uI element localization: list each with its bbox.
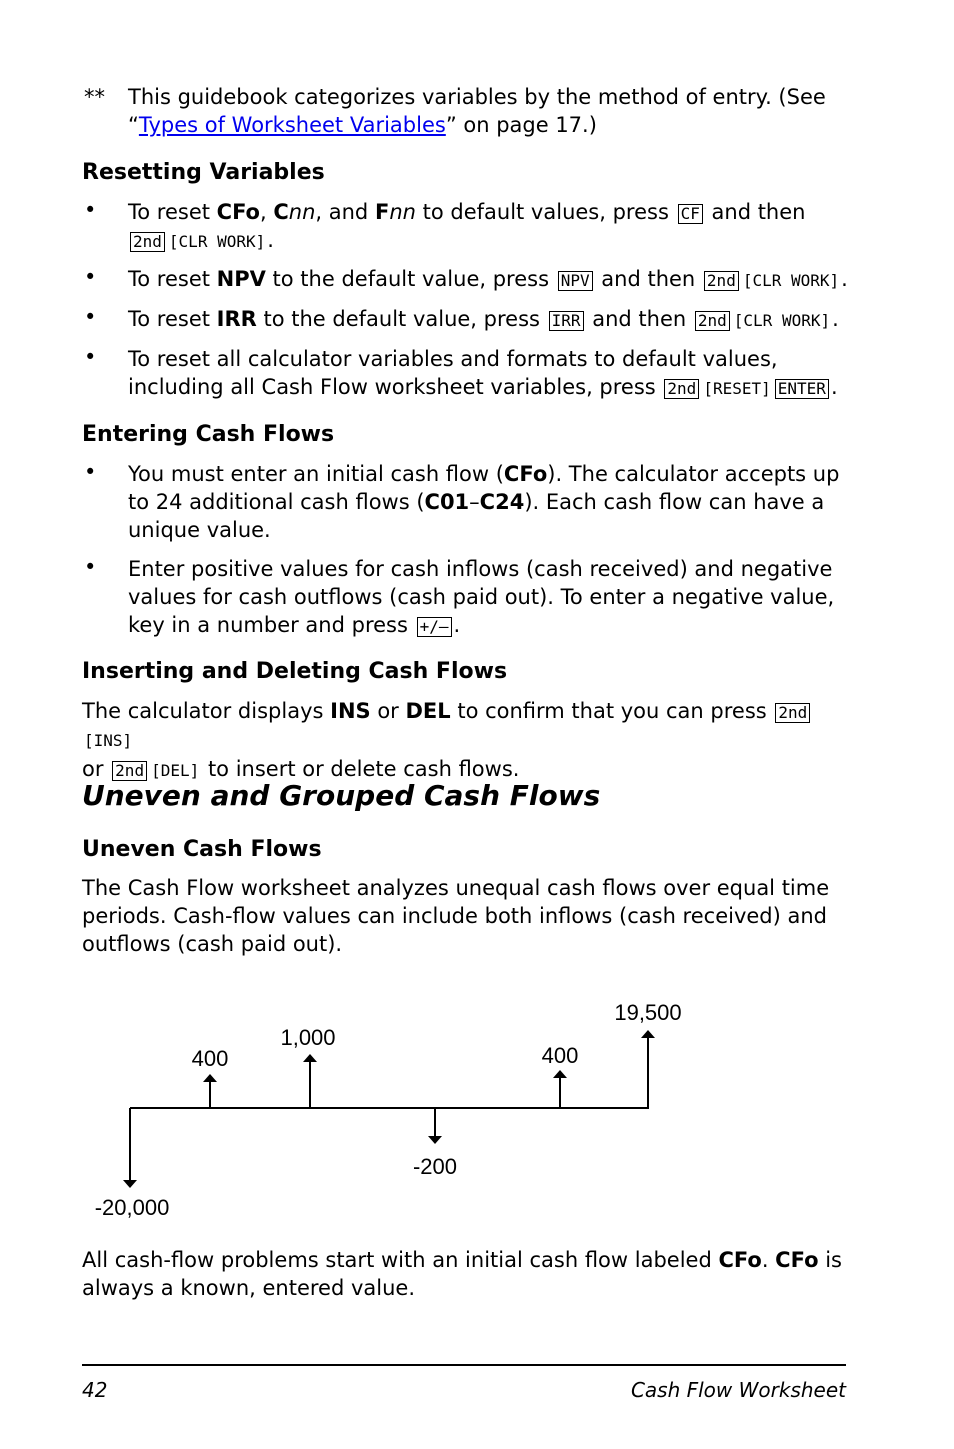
text: always a known, entered value. — [82, 1276, 416, 1300]
text: . — [832, 307, 839, 331]
key-clr-work: [CLR WORK] — [733, 311, 831, 330]
text: You must enter an initial cash flow ( — [128, 462, 504, 486]
text: The Cash Flow worksheet analyzes unequal cash flows over equal time — [82, 876, 830, 900]
bullet-icon: • — [84, 265, 97, 289]
text: unique value. — [128, 518, 271, 542]
var-nn: nn — [288, 200, 316, 224]
key-2nd: 2nd — [112, 761, 147, 781]
arrow-down-icon — [428, 1136, 442, 1144]
note-line1: This guidebook categorizes variables by the method of entry. (See — [128, 85, 826, 109]
key-enter: ENTER — [775, 379, 829, 399]
text: All cash-flow problems start with an initial cash flow labeled — [82, 1248, 719, 1272]
arrow-up-icon — [303, 1054, 317, 1062]
flow-label: 400 — [541, 1043, 579, 1068]
text: to confirm that you can press — [450, 699, 774, 723]
footer-rule — [82, 1364, 846, 1366]
text: To reset all calculator variables and formats to default values, — [128, 347, 778, 371]
var-npv: NPV — [216, 267, 266, 291]
key-2nd: 2nd — [775, 703, 810, 723]
key-plus-minus: +/– — [417, 617, 452, 637]
arrow-down-icon — [123, 1180, 137, 1188]
types-of-worksheet-variables-link[interactable]: Types of Worksheet Variables — [138, 113, 446, 137]
bullet-icon: • — [84, 460, 97, 484]
note-close: ” on page 17.) — [445, 113, 597, 137]
text: is — [818, 1248, 842, 1272]
var-ins: INS — [330, 699, 371, 723]
text: and then — [704, 200, 806, 224]
text: . — [267, 228, 274, 252]
text: outflows (cash paid out). — [82, 932, 343, 956]
uneven-cash-flows-heading: Uneven Cash Flows — [82, 837, 322, 862]
key-label: CLR WORK — [743, 311, 821, 330]
key-2nd: 2nd — [695, 311, 730, 331]
bullet-icon: • — [84, 345, 97, 369]
page-number: 42 — [82, 1378, 108, 1402]
arrow-up-icon — [553, 1070, 567, 1078]
var-c24: C24 — [479, 490, 525, 514]
note-marker: ** — [84, 85, 105, 109]
footer-title: Cash Flow Worksheet — [630, 1378, 846, 1402]
text: to 24 additional cash flows ( — [128, 490, 425, 514]
text: ). Each cash flow can have a — [524, 490, 825, 514]
text: , — [260, 200, 274, 224]
bullet-icon: • — [84, 555, 97, 579]
text: , and — [315, 200, 375, 224]
text: . — [761, 1248, 776, 1272]
text: The calculator displays — [82, 699, 331, 723]
text: key in a number and press — [128, 613, 415, 637]
key-ins: [INS] — [84, 731, 133, 750]
text: ). The calculator accepts up — [547, 462, 840, 486]
var-nn: nn — [389, 200, 416, 224]
key-reset: [RESET] — [703, 379, 771, 398]
flow-label: 19,500 — [614, 1000, 682, 1025]
key-del: [DEL] — [151, 761, 200, 780]
bullet-icon: • — [84, 198, 97, 222]
key-label: CLR WORK — [752, 271, 830, 290]
key-2nd: 2nd — [664, 379, 699, 399]
key-2nd: 2nd — [704, 271, 739, 291]
inserting-deleting-heading: Inserting and Deleting Cash Flows — [82, 659, 508, 684]
text: To reset — [128, 267, 217, 291]
text: to the default value, press — [265, 267, 556, 291]
var-cfo: CFo — [216, 200, 260, 224]
text: – — [469, 490, 480, 514]
var-cfo: CFo — [503, 462, 548, 486]
entering-cash-flows-heading: Entering Cash Flows — [82, 422, 335, 447]
text: or — [82, 757, 111, 781]
key-label: INS — [93, 731, 123, 750]
flow-arrows — [95, 1000, 682, 1220]
flow-label: 400 — [191, 1046, 229, 1071]
closing-paragraph — [82, 1246, 862, 1302]
text: including all Cash Flow worksheet variables, press — [128, 375, 663, 399]
var-c: C — [273, 200, 289, 224]
arrow-up-icon — [203, 1074, 217, 1082]
text: to insert or delete cash flows. — [201, 757, 520, 781]
key-label: DEL — [160, 761, 190, 780]
var-del: DEL — [405, 699, 451, 723]
var-c01: C01 — [424, 490, 470, 514]
var-f: F — [374, 200, 390, 224]
flow-label: -200 — [412, 1154, 458, 1179]
text: to the default value, press — [256, 307, 547, 331]
var-cfo: CFo — [718, 1248, 762, 1272]
key-clr-work: [CLR WORK] — [742, 271, 840, 290]
key-cf: CF — [678, 204, 703, 224]
arrow-up-icon — [641, 1030, 655, 1038]
key-label: CLR WORK — [178, 232, 256, 251]
text: to default values, press — [415, 200, 676, 224]
key-clr-work: [CLR WORK] — [168, 232, 266, 251]
text: . — [830, 375, 838, 399]
text: Enter positive values for cash inflows (cash received) and negative — [128, 557, 833, 581]
text: periods. Cash-flow values can include both inflows (cash received) and — [82, 904, 827, 928]
text: values for cash outflows (cash paid out). To enter a negative value, — [128, 585, 835, 609]
flow-label: 1,000 — [280, 1025, 336, 1050]
text: or — [370, 699, 406, 723]
key-label: RESET — [712, 379, 762, 398]
var-cfo: CFo — [775, 1248, 819, 1272]
text: and then — [585, 307, 693, 331]
text: To reset — [128, 307, 217, 331]
bullet-icon: • — [84, 305, 97, 329]
flow-label: -20,000 — [94, 1195, 170, 1220]
section-title: Uneven and Grouped Cash Flows — [82, 779, 601, 812]
text: . — [453, 613, 461, 637]
key-npv: NPV — [558, 271, 593, 291]
key-irr: IRR — [549, 311, 584, 331]
resetting-variables-heading: Resetting Variables — [82, 160, 325, 185]
text: To reset — [128, 200, 217, 224]
text: and then — [594, 267, 702, 291]
var-irr: IRR — [216, 307, 257, 331]
note-open-quote: “ — [128, 113, 139, 137]
text: . — [841, 267, 848, 291]
key-2nd: 2nd — [130, 232, 165, 252]
